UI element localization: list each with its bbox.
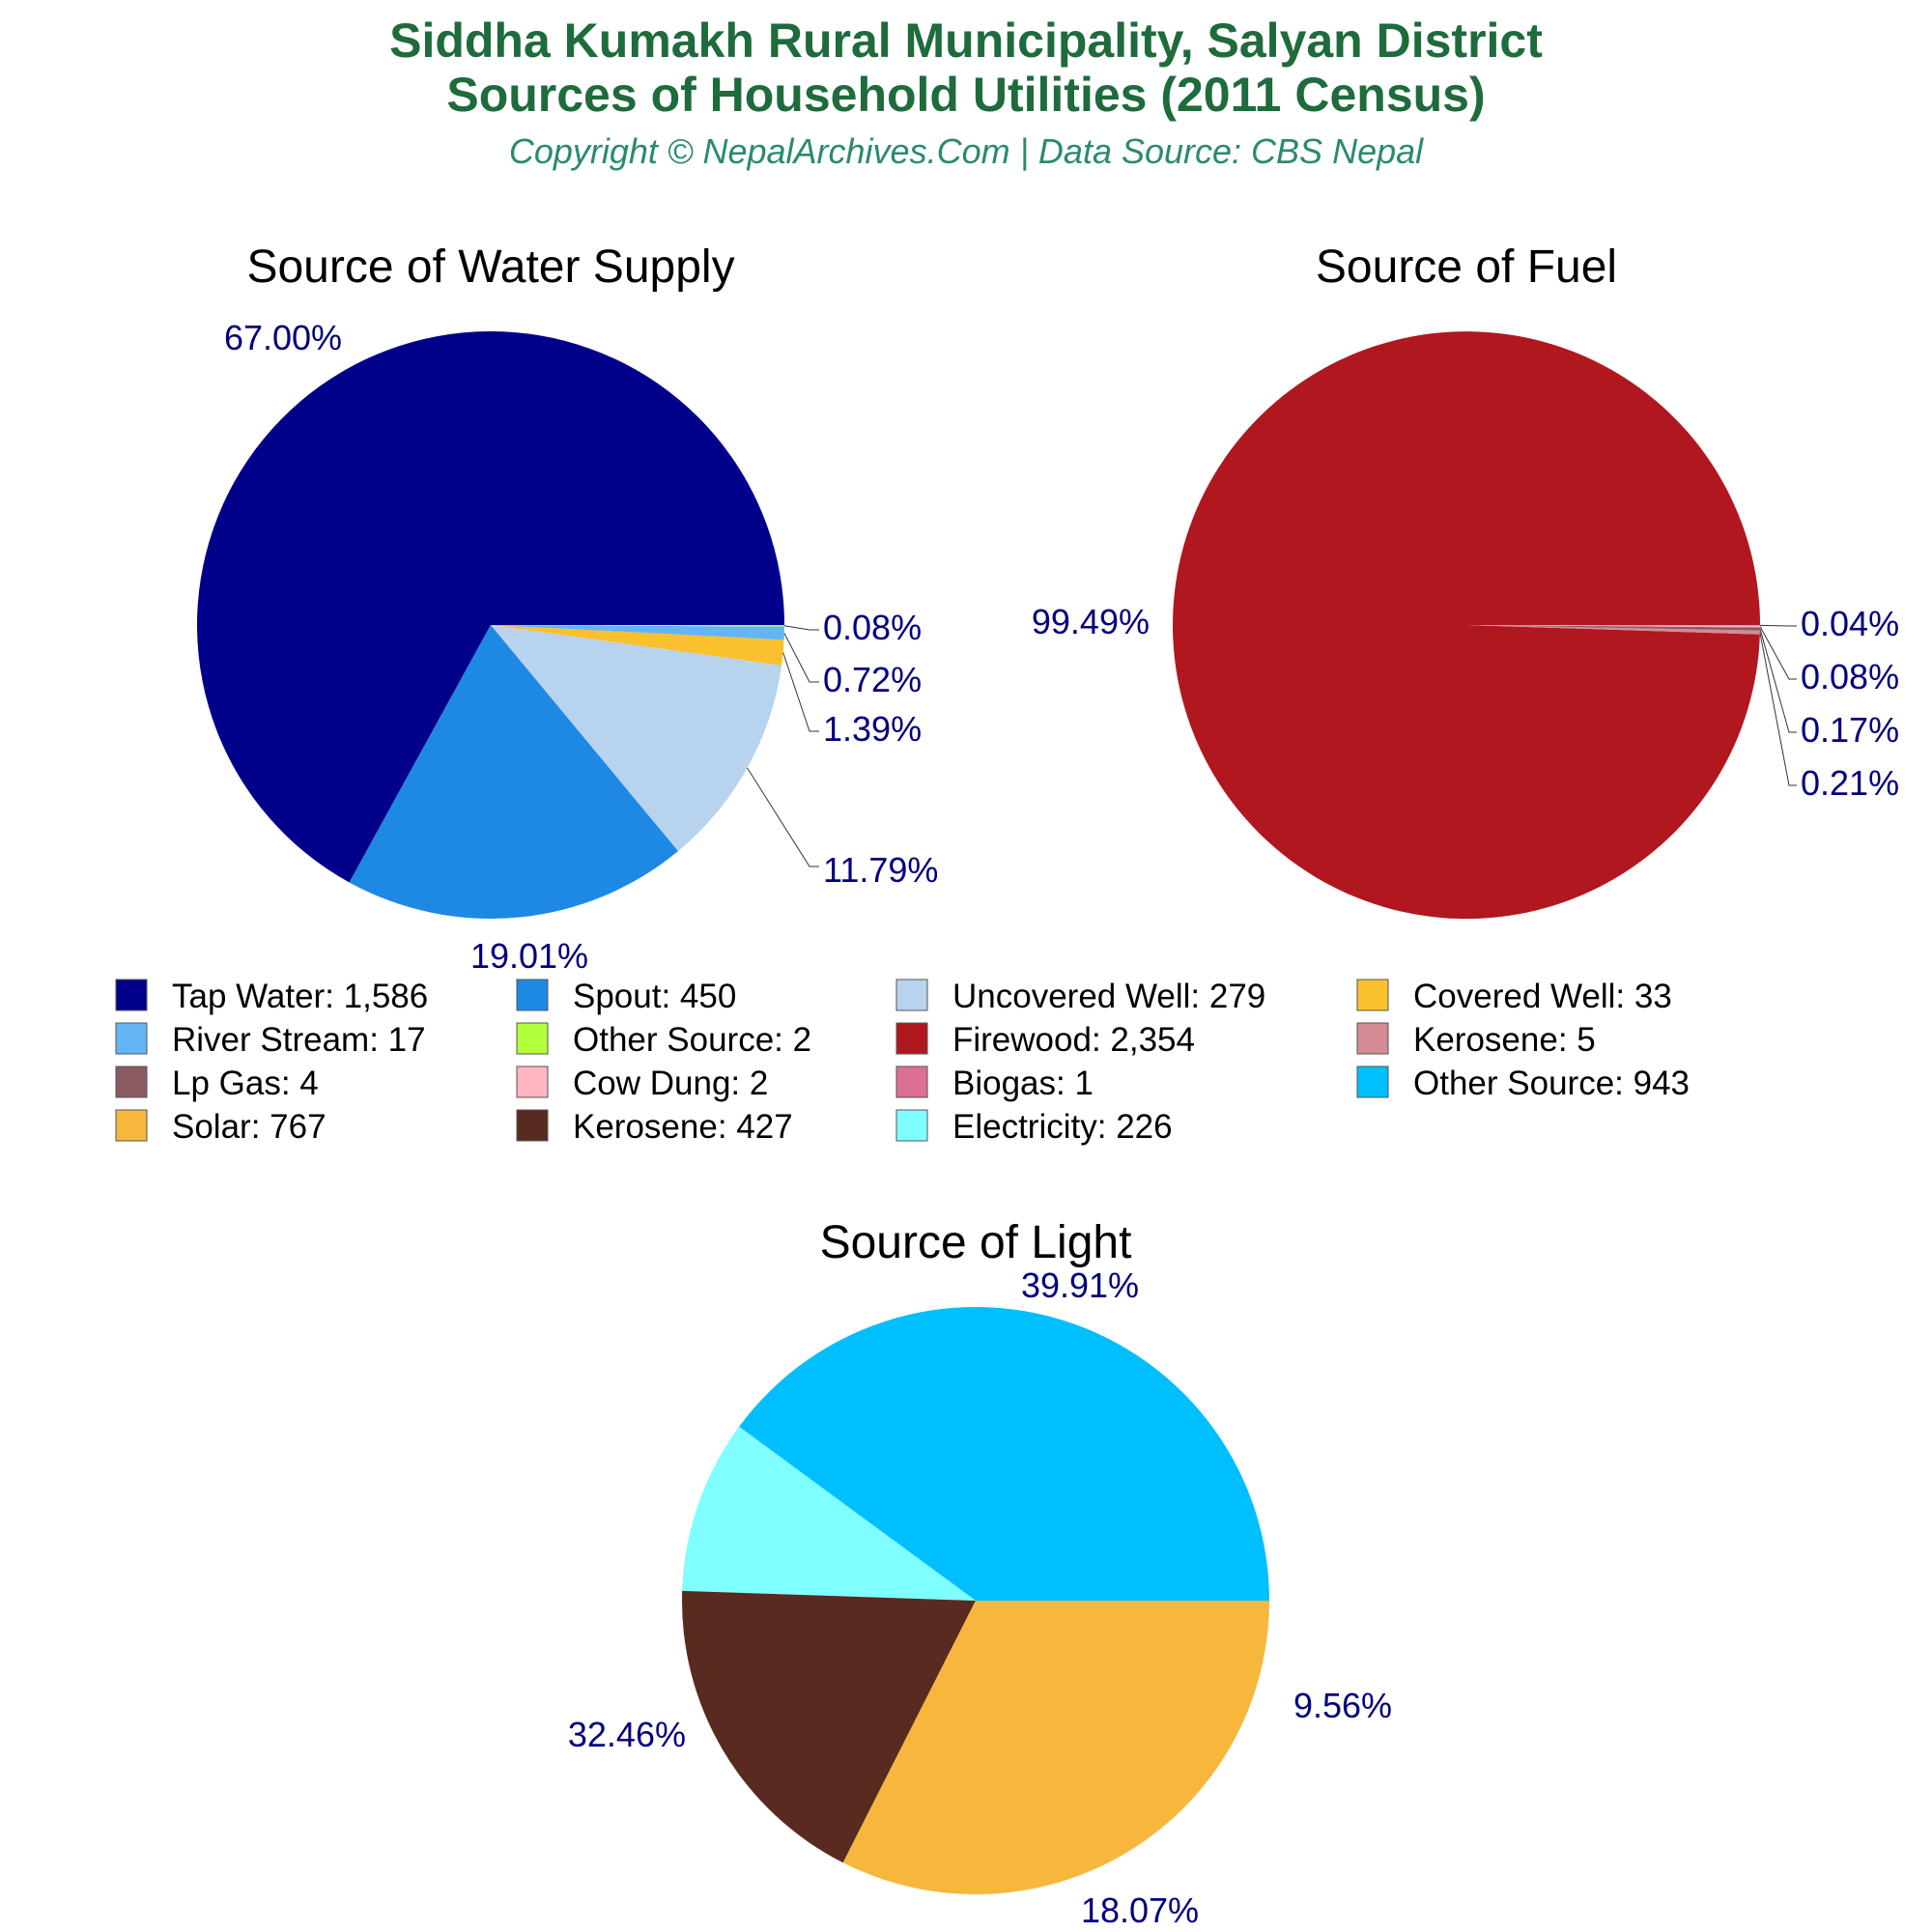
legend-label-11: Biogas: 1 [952,1065,1094,1102]
water-pct-label-covered-well: 1.39% [823,709,923,749]
fuel-leader-kerosene [1760,633,1797,785]
legend-swatch-11 [896,1066,927,1097]
legend-label-5: River Stream: 17 [172,1021,426,1059]
water-pct-label-river-stream: 0.72% [823,660,923,699]
legend-label-6: Other Source: 2 [573,1021,812,1059]
legend-label-12: Other Source: 943 [1413,1065,1690,1102]
light-pct-label-solar: 32.46% [567,1715,686,1754]
legend-label-1: Tap Water: 1,586 [172,978,429,1015]
water-pct-label-tap-water: 67.00% [223,318,343,357]
water-pct-label-uncovered-well: 11.79% [823,850,939,890]
legend-swatch-8 [1357,1023,1388,1054]
fuel-pct-label-cow-dung: 0.08% [1801,657,1900,696]
legend-swatch-7 [896,1023,927,1054]
water-leader-other-source [784,626,819,630]
legend-label-8: Kerosene: 5 [1413,1021,1596,1059]
water-pct-label-spout: 19.01% [469,936,589,976]
legend-swatch-10 [517,1066,548,1097]
chart-title-line2: Sources of Household Utilities (2011 Census) [446,68,1486,122]
fuel-pct-label-lp-gas: 0.17% [1801,710,1900,750]
chart-title-line1: Siddha Kumakh Rural Municipality, Salyan District [389,14,1543,68]
legend-label-3: Uncovered Well: 279 [952,978,1266,1015]
legend-swatch-5 [116,1023,147,1054]
light-chart-title: Source of Light [819,1217,1132,1268]
legend-swatch-3 [896,980,927,1010]
legend-swatch-12 [1357,1066,1388,1097]
legend-label-4: Covered Well: 33 [1413,978,1672,1015]
fuel-chart-title: Source of Fuel [1315,242,1618,293]
water-chart-title: Source of Water Supply [246,242,735,293]
legend-swatch-9 [116,1066,147,1097]
light-pct-label-other-source: 39.91% [1020,1265,1140,1305]
legend-swatch-14 [517,1110,548,1141]
fuel-pct-label-kerosene: 0.21% [1801,763,1900,803]
fuel-leader-biogas [1760,625,1797,626]
legend-label-13: Solar: 767 [172,1108,327,1146]
legend-label-9: Lp Gas: 4 [172,1065,319,1102]
chart-subtitle: Copyright © NepalArchives.Com | Data Source: CBS Nepal [508,131,1424,171]
water-leader-uncovered-well [748,768,819,867]
fuel-pct-label-firewood: 99.49% [1031,602,1150,641]
fuel-pct-label-biogas: 0.04% [1801,604,1900,643]
legend-swatch-1 [116,980,147,1010]
legend-swatch-4 [1357,980,1388,1010]
legend-swatch-13 [116,1110,147,1141]
legend-swatch-15 [896,1110,927,1141]
legend-label-14: Kerosene: 427 [573,1108,793,1146]
legend-label-10: Cow Dung: 2 [573,1065,769,1102]
fuel-leader-cow-dung [1760,627,1797,679]
water-leader-river-stream [784,634,819,683]
water-leader-covered-well [783,653,819,731]
legend-label-2: Spout: 450 [573,978,737,1015]
legend-label-15: Electricity: 226 [952,1108,1173,1146]
light-pct-label-kerosene: 18.07% [1080,1890,1200,1930]
light-pct-label-electricity: 9.56% [1293,1686,1393,1725]
legend-swatch-6 [517,1023,548,1054]
legend-swatch-2 [517,980,548,1010]
water-pct-label-other-source: 0.08% [823,608,923,647]
fuel-leader-lp-gas [1760,629,1797,732]
legend-label-7: Firewood: 2,354 [952,1021,1195,1059]
